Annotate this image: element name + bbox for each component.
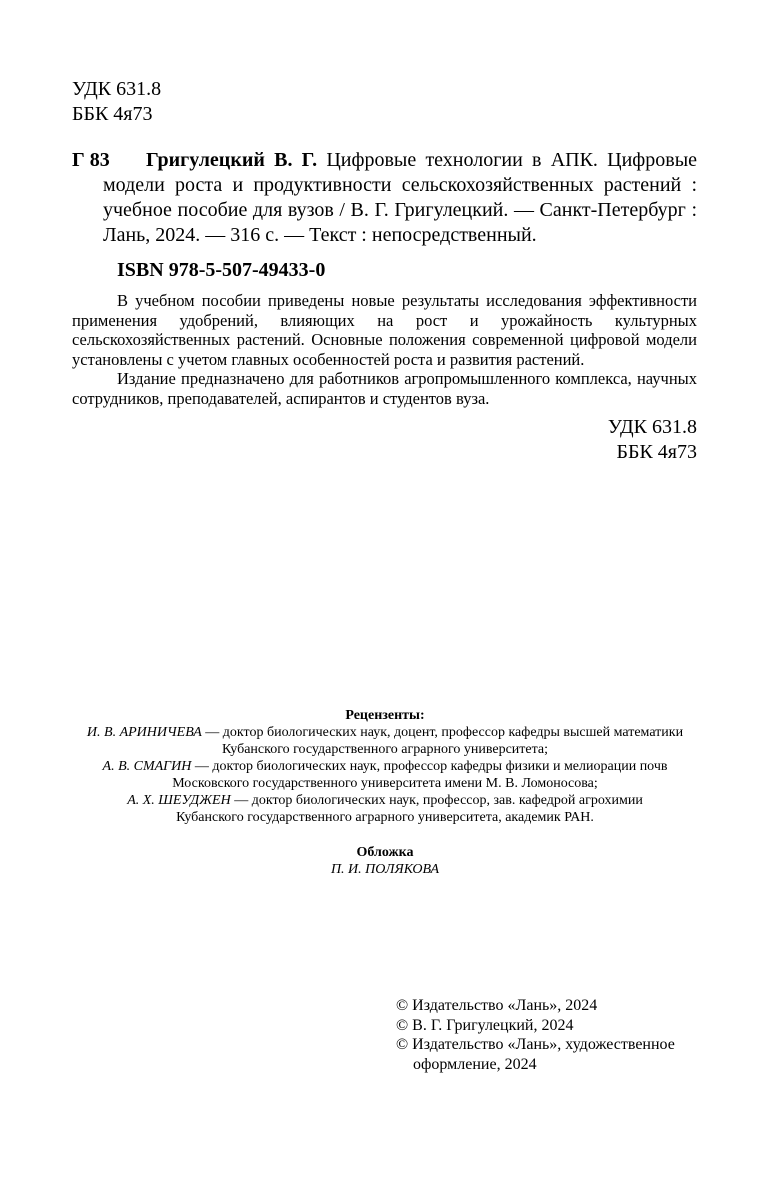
reviewer-name: А. В. СМАГИН bbox=[102, 759, 192, 774]
reviewer-name: И. В. АРИНИЧЕВА bbox=[86, 725, 202, 740]
classification-block-bottom bbox=[608, 415, 697, 465]
classification-block-top bbox=[72, 77, 161, 127]
reviewer-entry bbox=[60, 724, 710, 758]
annotation-paragraph: Издание предназначено для работников агропромышленного комплекса, научных сотрудников, преподавателей, аспирантов и студентов вуза. bbox=[72, 369, 697, 408]
author-name: Григулецкий В. Г. bbox=[146, 149, 318, 171]
cover-heading: Обложка bbox=[356, 845, 414, 860]
copyright-line: © Издательство «Лань», художественное оформление, 2024 bbox=[396, 1036, 675, 1073]
copyright-line: © В. Г. Григулецкий, 2024 bbox=[396, 1016, 574, 1034]
cover-designer: П. И. ПОЛЯКОВА bbox=[330, 862, 440, 877]
bbk-code: ББК 4я73 bbox=[72, 103, 153, 125]
reviewer-credentials: — доктор биологических наук, профессор, зав. кафедрой агрохимии bbox=[230, 793, 643, 808]
reviewers-section bbox=[60, 707, 710, 826]
udk-code: УДК 631.8 bbox=[72, 78, 162, 100]
reviewer-credentials: — доктор биологических наук, доцент, профессор кафедры высшей математики bbox=[201, 725, 684, 740]
author-mark: Г 83 bbox=[72, 149, 110, 171]
reviewer-affiliation: Московского государственного университета имени М. В. Ломоносова; bbox=[172, 776, 598, 791]
reviewer-entry bbox=[60, 792, 710, 826]
description-text: Цифровые технологии в АПК. Цифровые модели роста и продуктивности сельскохозяйственных растений : учебное пособие для вузов / В. Г. Григулецкий. — Санкт-Петербург : Лань, 2024. — 316 с. — Текст : непосредственный. bbox=[103, 149, 698, 246]
copyright-line: © Издательство «Лань», 2024 bbox=[396, 997, 598, 1014]
annotation-paragraph: В учебном пособии приведены новые результаты исследования эффективности применения удобрений, влияющих на рост и урожайность культурных сельскохозяйственных растений. Основные положения современной цифровой модели установлены с учетом главных особенностей роста и развития растений. bbox=[72, 291, 697, 369]
reviewers-heading: Рецензенты: bbox=[345, 708, 425, 723]
bibliographic-description bbox=[103, 148, 697, 248]
annotation bbox=[72, 291, 697, 408]
copyright-block bbox=[396, 996, 713, 1074]
udk-code: УДК 631.8 bbox=[607, 416, 697, 438]
cover-credit bbox=[60, 844, 710, 878]
reviewer-name: А. Х. ШЕУДЖЕН bbox=[127, 793, 231, 808]
reviewer-entry bbox=[60, 758, 710, 792]
isbn: ISBN 978-5-507-49433-0 bbox=[117, 259, 326, 281]
reviewer-affiliation: Кубанского государственного аграрного университета; bbox=[221, 742, 549, 757]
bbk-code: ББК 4я73 bbox=[616, 441, 697, 463]
reviewer-affiliation: Кубанского государственного аграрного университета, академик РАН. bbox=[176, 810, 594, 825]
reviewer-credentials: — доктор биологических наук, профессор кафедры физики и мелиорации почв bbox=[191, 759, 668, 774]
